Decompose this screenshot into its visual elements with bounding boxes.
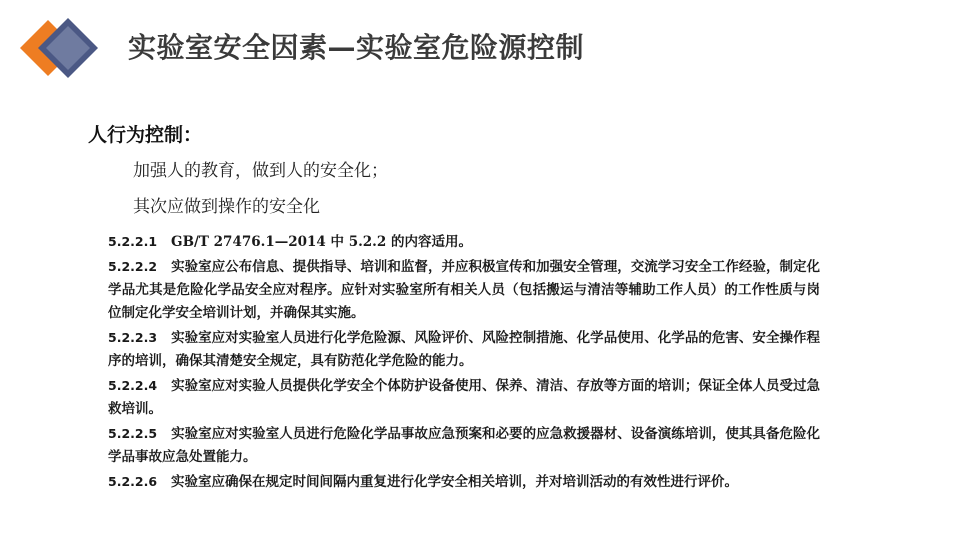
clause [108,374,820,421]
clause [108,230,820,254]
clause-text: 实验室应对实验室人员进行化学危险源、风险评价、风险控制措施、化学品使用、化学品的危害、安全操作程序的培训，确保其清楚安全规定，具有防范化学危险的能力。 [108,330,820,369]
clause-text: 实验室应对实验人员提供化学安全个体防护设备使用、保养、清洁、存放等方面的培训；保证全体人员受过急救培训。 [108,378,820,417]
bullet-list [133,158,388,230]
standard-excerpt [108,230,820,495]
section-heading: 人行为控制： [88,124,203,146]
clause [108,255,820,325]
clause-number: 5.2.2.3 [108,330,158,345]
diamond-logo-icon [20,12,110,82]
clause-text: 实验室应公布信息、提供指导、培训和监督，并应积极宣传和加强安全管理，交流学习安全工作经验，制定化学品尤其是危险化学品安全应对程序。应针对实验室所有相关人员（包括搬运与清洁等辅助工作人员）的工作性质与岗位制定化学安全培训计划，并确保其实施。 [108,259,820,321]
bullet-item: 加强人的教育，做到人的安全化； [133,161,388,181]
clause-number: 5.2.2.2 [108,259,158,274]
clause-text: GB/T 27476.1—2014 中 5.2.2 的内容适用。 [171,234,472,250]
clause-number: 5.2.2.5 [108,426,158,441]
clause [108,470,820,494]
clause-number: 5.2.2.4 [108,378,158,393]
clause-text: 实验室应确保在规定时间间隔内重复进行化学安全相关培训，并对培训活动的有效性进行评价。 [171,474,739,490]
clause [108,326,820,373]
bullet-item: 其次应做到操作的安全化 [133,197,320,217]
clause [108,422,820,469]
clause-number: 5.2.2.6 [108,474,158,489]
clause-number: 5.2.2.1 [108,234,158,249]
clause-text: 实验室应对实验室人员进行危险化学品事故应急预案和必要的应急救援器材、设备演练培训，使其具备危险化学品事故应急处置能力。 [108,426,820,465]
page-title: 实验室安全因素—实验室危险源控制 [128,31,585,64]
